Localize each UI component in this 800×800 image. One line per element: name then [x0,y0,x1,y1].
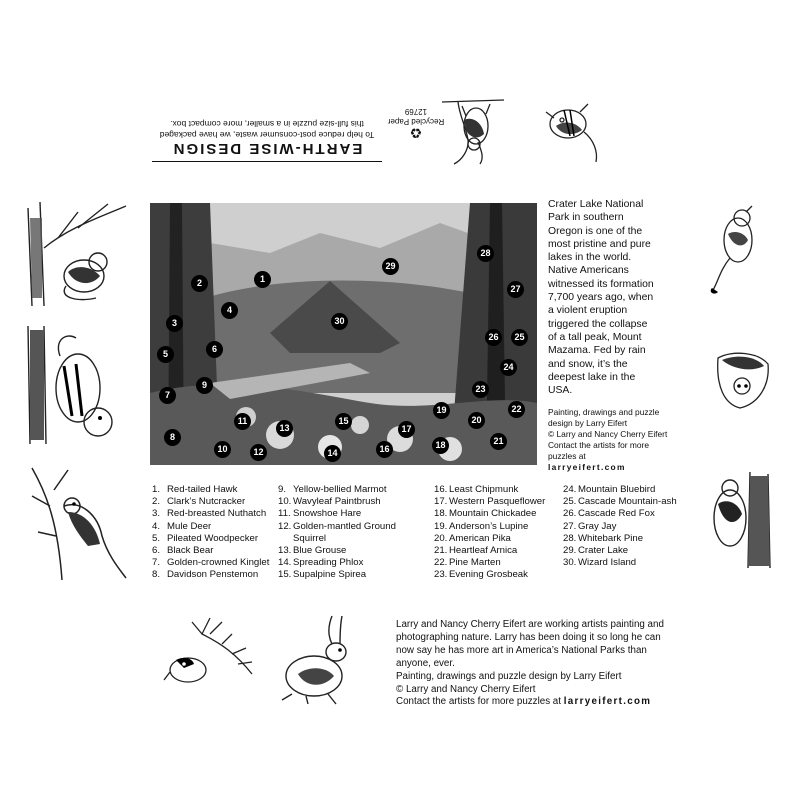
legend-label: Whitebark Pine [578,532,644,544]
earth-wise-text: To help reduce post-consumer waste, we have packaged this full-size puzzle in a smaller, more compact box. [159,119,375,140]
legend-label: Cascade Red Fox [578,508,655,520]
legend-number: 20. [434,532,448,544]
legend-number: 5. [152,532,161,544]
marker-27: 27 [507,281,524,298]
chipmunk-drawing [540,96,610,166]
legend-label: Snowshoe Hare [293,508,362,520]
legend-label: Golden-mantled Ground Squirrel [293,520,396,544]
legend-number: 30. [563,557,577,569]
legend-label: Least Chipmunk [449,484,519,495]
credit-line-1: Painting, drawings and puzzle design by Larry Eifert [548,407,660,428]
legend-number: 22. [434,557,448,569]
marker-8: 8 [164,429,181,446]
legend-item [278,557,428,569]
about-line-1: Painting, drawings and puzzle design by Larry Eifert [396,670,622,682]
recycled-paper-block [386,96,446,140]
marker-22: 22 [508,401,525,418]
legend-item [434,545,564,557]
legend-item [278,484,428,496]
woodpecker-on-stump-drawing [700,470,780,570]
legend-label: Supalpine Spirea [293,569,367,581]
about-contact [396,696,666,709]
legend-item [563,508,683,520]
legend-number: 18. [434,508,448,520]
legend-item [563,557,683,569]
about-site: larryeifert.com [563,696,652,708]
legend-label: Anderson’s Lupine [449,520,529,532]
legend-item [434,484,564,496]
marker-19: 19 [433,402,450,419]
marker-23: 23 [472,381,489,398]
legend-label: Pine Marten [449,557,501,569]
legend-item [434,569,564,581]
marker-14: 14 [324,445,341,462]
legend-item [434,508,564,520]
marker-26: 26 [485,329,502,346]
legend-label: Blue Grouse [293,545,347,557]
squirrel-on-trunk-drawing [20,326,120,444]
legend-number: 24. [563,484,577,495]
product-code: 12769 [404,107,428,116]
marker-17: 17 [398,421,415,438]
legend-item [152,557,277,569]
intro-paragraph: Crater Lake National Park in southern Oregon is one of the most pristine and pure lakes in the world. Native Americans witnessed its formation 7,700 years ago, when a violent eruption triggered the collapse of a tall peak, Mount Mazama. Fed by rain and snow, it’s the deepest lake in the USA. [548,199,654,397]
marker-28: 28 [477,245,494,262]
marker-18: 18 [432,437,449,454]
legend-item [152,496,277,508]
legend-item [152,569,277,581]
marker-21: 21 [490,433,507,450]
legend-number: 15. [278,569,292,581]
legend-number: 3. [152,508,161,520]
marker-6: 6 [206,341,223,358]
legend-label: Spreading Phlox [293,557,364,569]
about-line-3: Contact the artists for more puzzles at [396,696,561,708]
marker-13: 13 [276,420,293,437]
marker-3: 3 [166,315,183,332]
legend-item [434,533,564,545]
legend-item [152,508,277,520]
legend-number: 10. [278,496,292,508]
legend-number: 16. [434,484,448,495]
legend-item [563,545,683,557]
legend-label: Gray Jay [578,520,617,532]
legend-number: 4. [152,520,161,532]
legend-number: 13. [278,545,292,557]
legend-item [434,521,564,533]
legend-number: 17. [434,496,448,508]
credit-line-3: Contact the artists for more puzzles at [548,440,650,461]
legend-label: Clark’s Nutcracker [167,496,246,508]
marker-20: 20 [468,412,485,429]
legend-item [278,545,428,557]
legend-item [434,496,564,508]
marker-16: 16 [376,441,393,458]
legend-item [563,521,683,533]
legend-column-4 [563,484,683,569]
marker-11: 11 [234,413,251,430]
legend-number: 14. [278,557,292,569]
crater-lake-painting [150,203,537,465]
legend-label: Wizard Island [578,557,637,569]
chickadee-on-pine-drawing [162,614,254,692]
about-line-2: © Larry and Nancy Cherry Eifert [396,683,536,695]
legend-label: Heartleaf Arnica [449,545,518,557]
legend-column-3 [434,484,564,582]
legend-label: Wavyleaf Paintbrush [293,496,381,508]
legend-number: 25. [563,496,577,508]
hanging-marten-drawing [438,96,508,168]
legend-label: Golden-crowned Kinglet [167,557,270,569]
legend-label: Mule Deer [167,520,212,532]
legend-number: 29. [563,545,577,557]
legend-label: Black Bear [167,545,214,557]
legend-label: Mountain Bluebird [578,484,656,495]
legend-item [152,521,277,533]
legend-label: Davidson Penstemon [167,569,259,581]
marker-5: 5 [157,346,174,363]
legend-column-2 [278,484,428,582]
legend-label: Crater Lake [578,545,629,557]
legend-number: 6. [152,545,161,557]
legend-label: Red-tailed Hawk [167,484,238,495]
marker-1: 1 [254,271,271,288]
recycle-icon: ♻ [409,125,423,141]
credit-line-2: © Larry and Nancy Cherry Eifert [548,429,668,439]
legend-label: Yellow-bellied Marmot [293,484,387,495]
legend-number: 21. [434,545,448,557]
songbird-on-branch-drawing [28,466,128,582]
marker-4: 4 [221,302,238,319]
legend-item [563,533,683,545]
legend-label: Western Pasqueflower [449,496,546,508]
legend-number: 12. [278,520,292,532]
legend-item [278,508,428,520]
legend-number: 11. [278,508,291,520]
legend-number: 23. [434,569,448,581]
about-artists [396,619,666,709]
chipmunk-in-branches-drawing [18,198,130,308]
marker-10: 10 [214,441,231,458]
legend-item [278,521,428,545]
recycled-paper-label: Recycled Paper [387,117,445,126]
pika-drawing [704,204,764,296]
legend-number: 8. [152,569,161,581]
legend-item [152,533,277,545]
legend-label: Red-breasted Nuthatch [167,508,267,520]
legend-number: 1. [152,484,161,495]
legend-number: 7. [152,557,161,569]
marker-2: 2 [191,275,208,292]
credit-site: larryeifert.com [548,462,626,472]
earth-wise-title: EARTH-WISE DESIGN [152,140,382,162]
legend-label: Evening Grosbeak [449,569,528,581]
snowshoe-hare-drawing [278,614,366,706]
legend-label: American Pika [449,532,511,544]
earth-wise-notice [152,112,382,162]
legend-number: 26. [563,508,577,520]
legend-number: 27. [563,520,577,532]
about-text: Larry and Nancy Cherry Eifert are working artists painting and photographing nature. Larry has been doing it so long he can now say he has more art in America’s National Parks than anyone, ever. [396,619,664,669]
marker-15: 15 [335,413,352,430]
legend-number: 9. [278,484,287,495]
painting-credit [548,407,678,473]
marker-12: 12 [250,444,267,461]
legend-item [563,484,683,496]
legend-number: 19. [434,520,448,532]
legend-number: 2. [152,496,161,508]
legend-label: Cascade Mountain-ash [578,496,677,508]
legend-label: Pileated Woodpecker [167,532,259,544]
legend-item [278,496,428,508]
marker-25: 25 [511,329,528,346]
marker-9: 9 [196,377,213,394]
marker-24: 24 [500,359,517,376]
legend-item [434,557,564,569]
marker-30: 30 [331,313,348,330]
legend-item [563,496,683,508]
flying-squirrel-drawing [712,346,774,412]
marker-7: 7 [159,387,176,404]
legend-column-1 [152,484,277,582]
legend-item [152,484,277,496]
legend-number: 28. [563,532,577,544]
legend-item [278,569,428,581]
marker-29: 29 [382,258,399,275]
legend-item [152,545,277,557]
legend-label: Mountain Chickadee [449,508,537,520]
